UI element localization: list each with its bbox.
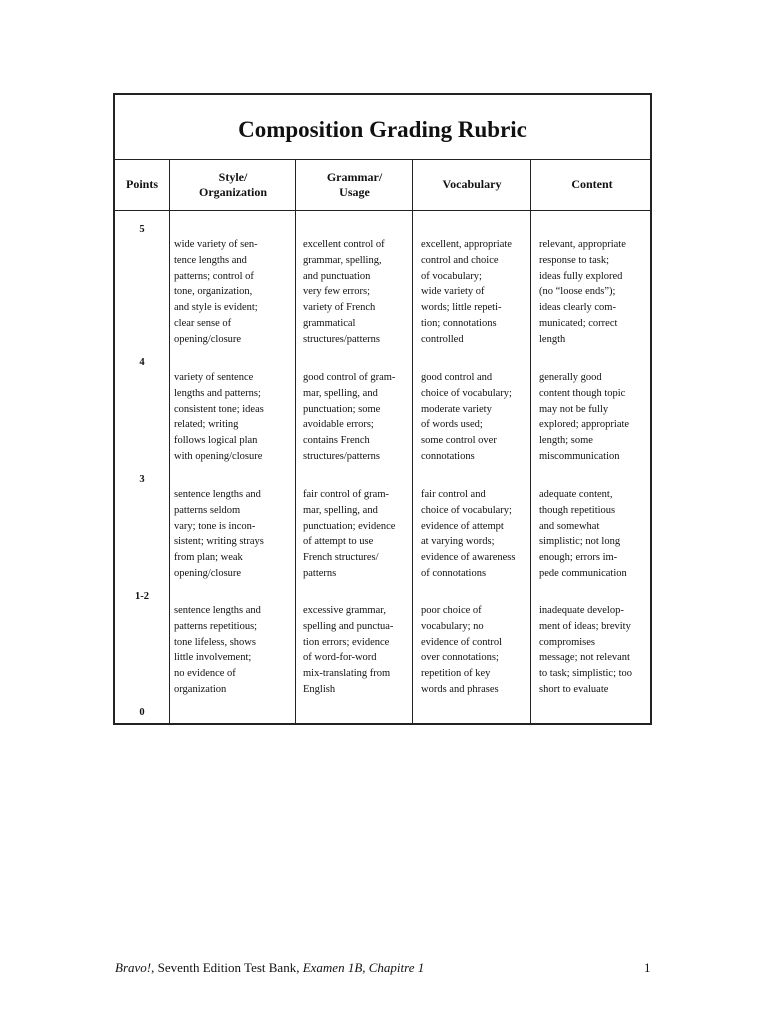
header-style-organization: Style/ Organization xyxy=(199,169,267,199)
points-label: 5 xyxy=(139,224,145,235)
column-divider xyxy=(169,159,170,723)
cell-style: wide variety of sen- tence lengths and patterns; control of tone, organization, and style is evident; clear sense of opening/closure xyxy=(174,239,258,345)
cell-vocabulary: excellent, appropriate control and choice of vocabulary; wide variety of words; little repeti- tion; connotations controlled xyxy=(421,239,512,345)
rubric-title: Composition Grading Rubric xyxy=(238,117,527,142)
cell-content: generally good content though topic may not be fully explored; appropriate length; some miscommunication xyxy=(539,372,630,462)
cell-content: adequate content, though repetitious and somewhat simplistic; not long enough; errors im- pede communication xyxy=(539,489,627,579)
points-label: 0 xyxy=(139,707,145,718)
cell-vocabulary: poor choice of vocabulary; no evidence of control over connotations; repetition of key words and phrases xyxy=(421,605,503,695)
footer-edition: , Seventh Edition Test Bank, xyxy=(151,960,303,975)
cell-grammar: good control of gram- mar, spelling, and punctuation; some avoidable errors; contains French structures/patterns xyxy=(303,372,396,462)
cell-style: variety of sentence lengths and patterns; consistent tone; ideas related; writing follows logical plan with opening/closure xyxy=(174,372,264,462)
column-divider xyxy=(412,159,413,723)
rubric-table xyxy=(113,93,652,725)
points-label: 4 xyxy=(139,357,145,368)
cell-grammar: fair control of gram- mar, spelling, and punctuation; evidence of attempt to use French structures/ patterns xyxy=(303,489,396,579)
cell-content: inadequate develop- ment of ideas; brevity compromises message; not relevant to task; simplistic; too short to evaluate xyxy=(539,605,633,695)
footer-book-title: Bravo! xyxy=(115,960,152,975)
header-content: Content xyxy=(571,177,613,191)
cell-grammar: excellent control of grammar, spelling, and punctuation very few errors; variety of French grammatical structures/patterns xyxy=(303,239,385,345)
header-vocabulary: Vocabulary xyxy=(442,177,502,191)
header-points: Points xyxy=(125,177,158,191)
cell-vocabulary: good control and choice of vocabulary; moderate variety of words used; some control over connotations xyxy=(421,372,512,462)
cell-grammar: excessive grammar, spelling and punctua- tion errors; evidence of word-for-word mix-translating from English xyxy=(303,605,394,695)
points-label: 1-2 xyxy=(135,591,149,602)
points-label: 3 xyxy=(139,474,145,485)
column-divider xyxy=(530,159,531,723)
cell-style: sentence lengths and patterns repetitious; tone lifeless, shows little involvement; no evidence of organization xyxy=(174,605,261,695)
cell-content: relevant, appropriate response to task; ideas fully explored (no “loose ends”); ideas clearly com- municated; correct length xyxy=(539,239,626,345)
header-grammar-usage: Grammar/ Usage xyxy=(326,169,383,199)
cell-vocabulary: fair control and choice of vocabulary; evidence of attempt at varying words; evidence of awareness of connotations xyxy=(421,489,516,579)
page-number: 1 xyxy=(644,960,651,975)
footer-exam: Examen 1B, Chapitre 1 xyxy=(302,960,425,975)
header-divider xyxy=(115,210,650,211)
footer-citation xyxy=(115,960,424,976)
cell-style: sentence lengths and patterns seldom vary; tone is incon- sistent; writing strays from plan; weak opening/closure xyxy=(174,489,264,579)
column-divider xyxy=(295,159,296,723)
